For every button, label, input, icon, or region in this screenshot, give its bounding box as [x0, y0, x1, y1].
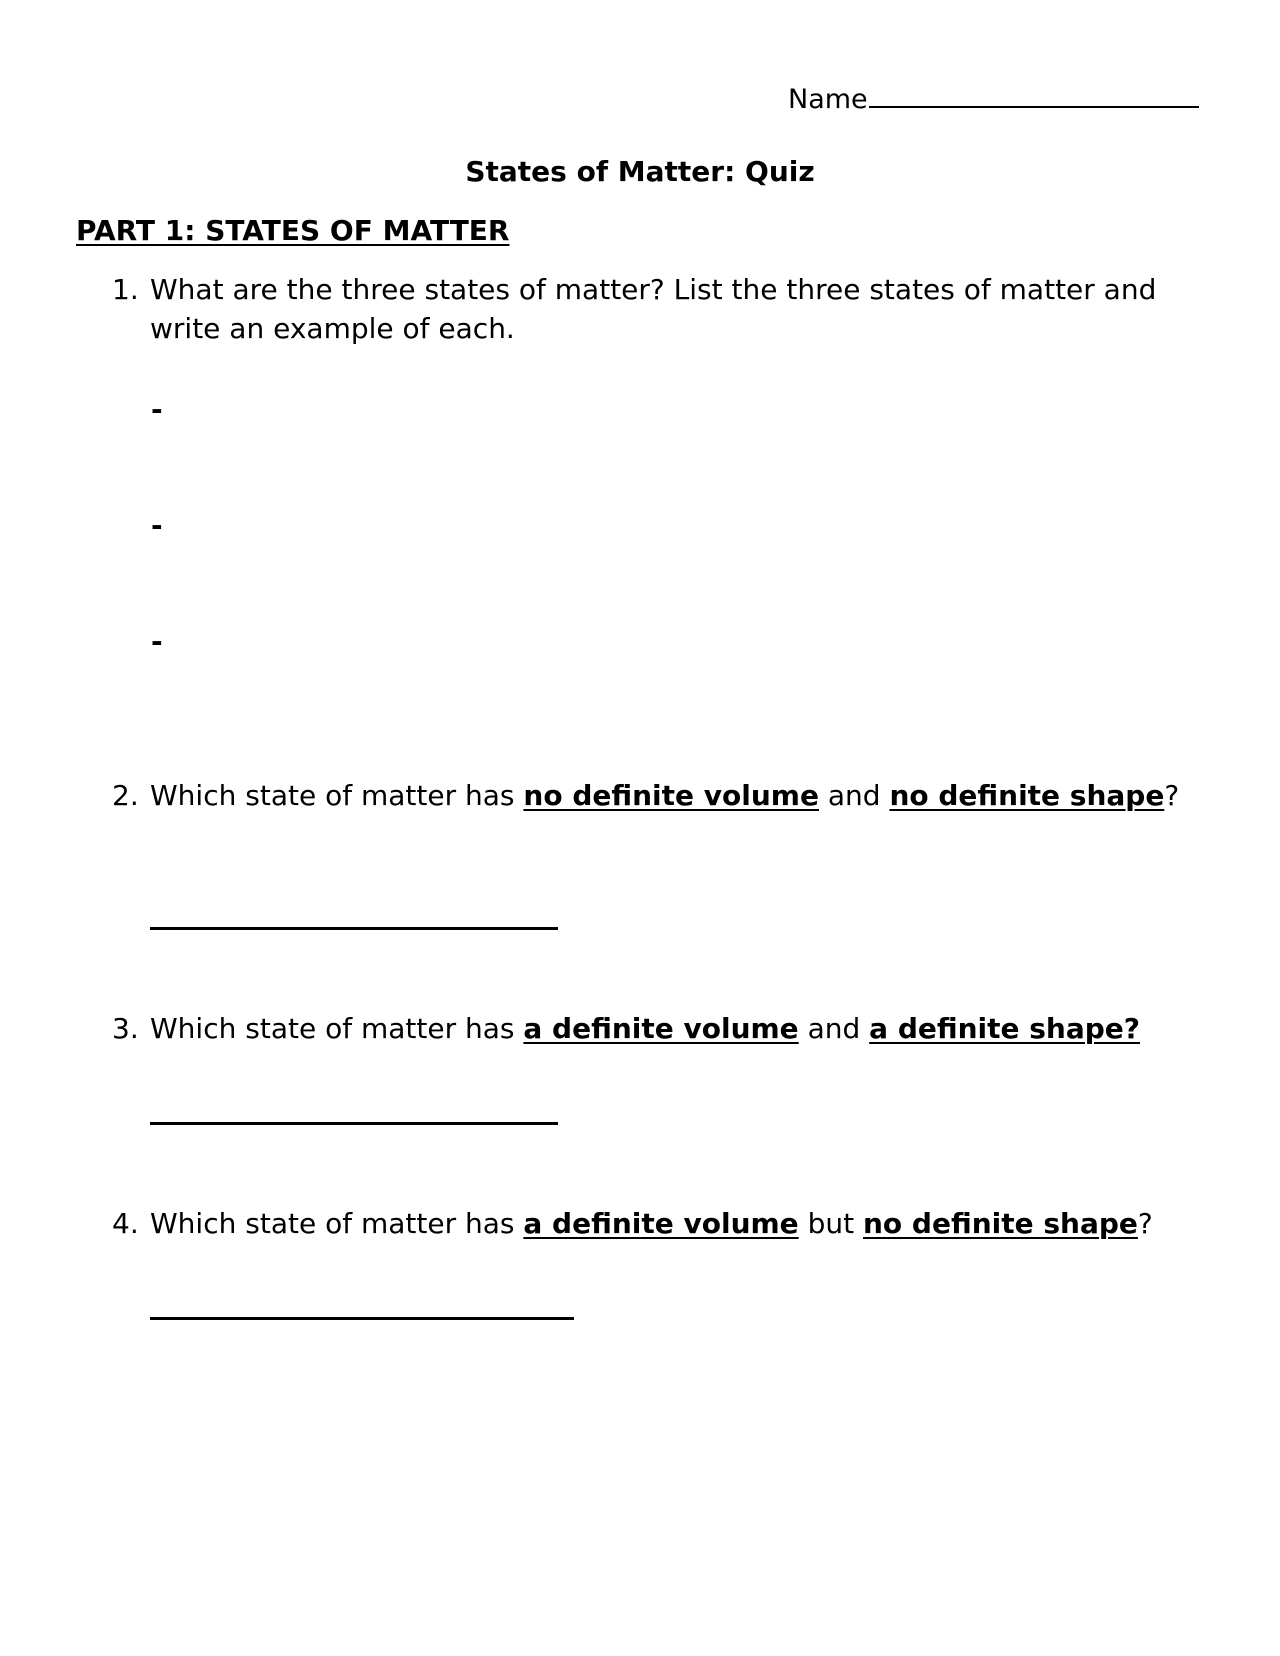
answer-bullet-1: - — [151, 393, 163, 426]
question-1-text: What are the three states of matter? List the three states of matter and write an example of each. — [150, 273, 1157, 345]
question-4-text-b: but — [798, 1207, 863, 1240]
question-1-number: 1. — [112, 273, 139, 306]
question-2-text-c: ? — [1164, 779, 1180, 812]
question-4 — [112, 1204, 1212, 1243]
question-3-emphasis-2: a definite shape? — [869, 1012, 1141, 1045]
page-title: States of Matter: Quiz — [465, 155, 815, 188]
question-3 — [112, 1009, 1212, 1048]
question-4-emphasis-1: a definite volume — [523, 1207, 799, 1240]
name-label: Name — [788, 84, 868, 115]
question-3-text-a: Which state of matter has — [150, 1012, 524, 1045]
question-4-answer-line[interactable] — [150, 1317, 574, 1320]
answer-bullet-2: - — [151, 509, 163, 542]
question-4-text — [150, 1204, 1212, 1243]
question-2 — [112, 776, 1212, 815]
question-4-text-a: Which state of matter has — [150, 1207, 524, 1240]
question-2-emphasis-2: no definite shape — [889, 779, 1165, 812]
question-2-text-a: Which state of matter has — [150, 779, 524, 812]
question-2-number: 2. — [112, 779, 139, 812]
question-4-text-c: ? — [1137, 1207, 1153, 1240]
answer-bullet-3: - — [151, 625, 163, 658]
question-2-emphasis-1: no definite volume — [523, 779, 819, 812]
question-3-emphasis-1: a definite volume — [523, 1012, 799, 1045]
question-1 — [112, 270, 1212, 348]
question-3-answer-line[interactable] — [150, 1122, 558, 1125]
question-2-text — [150, 776, 1212, 815]
question-2-text-b: and — [818, 779, 890, 812]
part1-heading: PART 1: STATES OF MATTER — [76, 214, 510, 247]
question-4-emphasis-2: no definite shape — [863, 1207, 1138, 1240]
question-4-number: 4. — [112, 1207, 139, 1240]
question-3-text-b: and — [798, 1012, 870, 1045]
question-2-answer-line[interactable] — [150, 927, 558, 930]
question-3-text — [150, 1009, 1212, 1048]
question-3-number: 3. — [112, 1012, 139, 1045]
name-blank-line[interactable] — [869, 80, 1199, 108]
name-field — [788, 80, 1199, 117]
